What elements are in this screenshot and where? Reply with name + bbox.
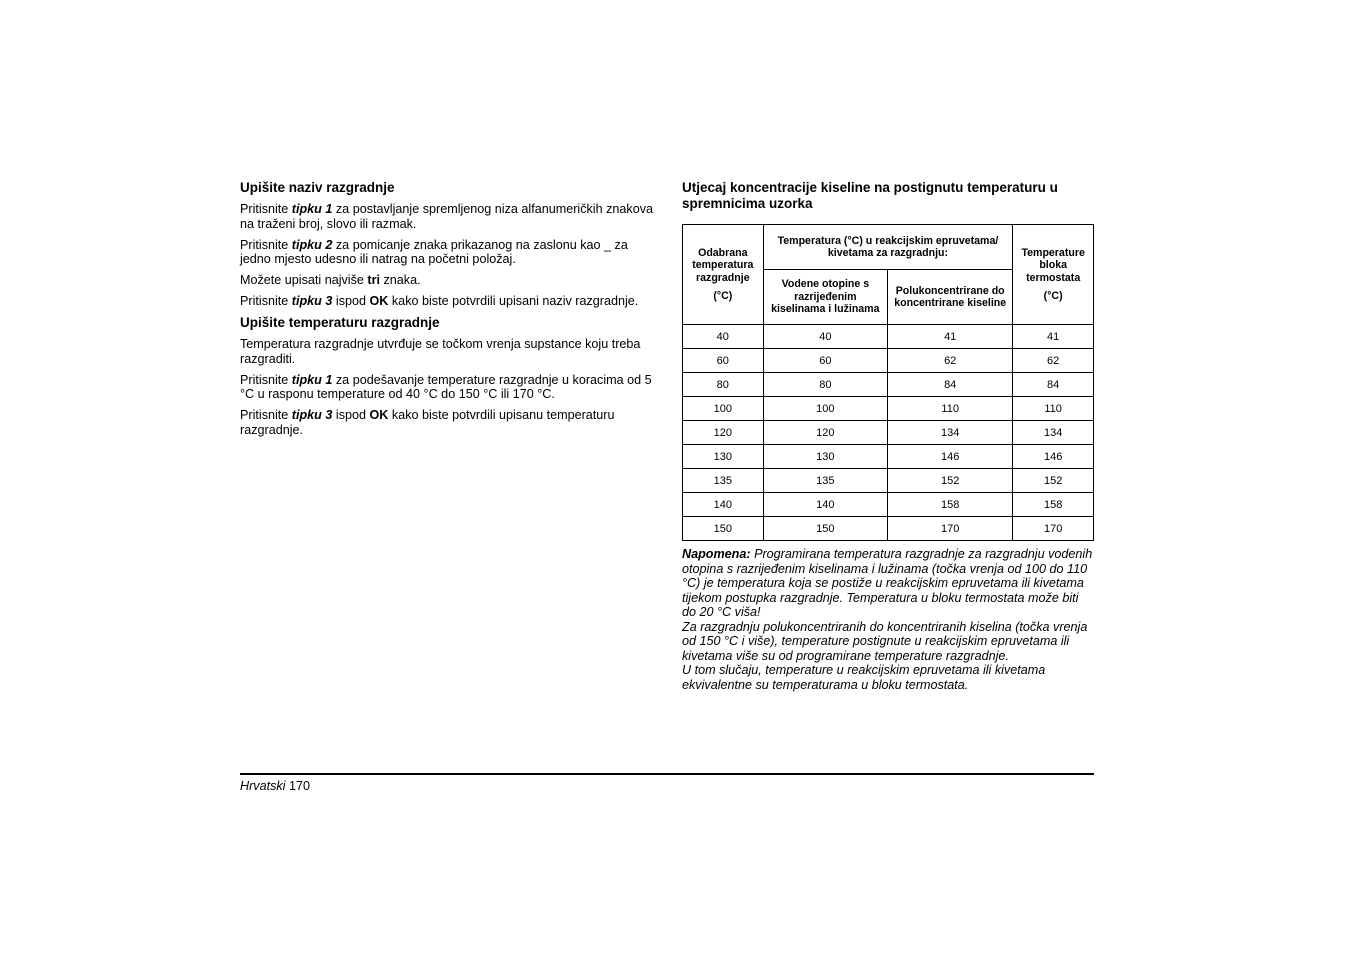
table-cell: 134: [888, 421, 1013, 445]
section-title-name: Upišite naziv razgradnje: [240, 180, 395, 195]
table-row: [683, 349, 1094, 373]
table-cell: 80: [683, 373, 764, 397]
header-selected-temperature: [683, 225, 764, 325]
table-cell: 80: [763, 373, 887, 397]
table-row: [683, 445, 1094, 469]
text: za podešavanje temperature razgradnje u koracima od 5 °C u rasponu temperature od 40 °C do 150 °C ili 170 °C.: [240, 372, 652, 401]
table-cell: 158: [888, 493, 1013, 517]
text: kako biste potvrdili upisani naziv razgradnje.: [388, 294, 639, 308]
table-cell: 135: [763, 469, 887, 493]
table-body: [683, 325, 1094, 541]
temperature-table: [682, 224, 1094, 541]
text: ispod: [332, 294, 370, 308]
right-column: [682, 180, 1094, 692]
table-cell: 140: [683, 493, 764, 517]
table-cell: 152: [1013, 469, 1094, 493]
paragraph-key1-name: [240, 202, 655, 231]
table-cell: 170: [888, 517, 1013, 541]
table-row: [683, 421, 1094, 445]
table-cell: 146: [888, 445, 1013, 469]
table-cell: 140: [763, 493, 887, 517]
key-label: tipku 1: [291, 372, 333, 387]
table-cell: 152: [888, 469, 1013, 493]
table-cell: 150: [763, 517, 887, 541]
table-cell: 62: [888, 349, 1013, 373]
header-text: Temperature bloka termostata: [1021, 246, 1085, 284]
table-cell: 134: [1013, 421, 1094, 445]
table-cell: 130: [763, 445, 887, 469]
table-row: [683, 325, 1094, 349]
key-label: tipku 3: [291, 294, 333, 308]
note-paragraph: Za razgradnju polukoncentriranih do koncentriranih kiselina (točka vrenja od 150 °C i više), temperature postignute u reakcijskim epruvetama ili kivetama više su od programirane temperature razgradnje.: [682, 619, 1088, 663]
table-cell: 150: [683, 517, 764, 541]
header-unit: (°C): [713, 290, 733, 302]
text: za postavljanje spremljenog niza alfanumeričkih znakova na traženi broj, slovo ili razmak.: [240, 202, 654, 231]
paragraph-temperature-intro: Temperatura razgradnje utvrđuje se točkom vrenja supstance koju treba razgraditi.: [240, 337, 641, 366]
text: Pritisnite: [240, 408, 292, 422]
table-cell: 41: [1013, 325, 1094, 349]
note-label: Napomena:: [682, 547, 751, 561]
table-cell: 110: [1013, 397, 1094, 421]
ok-label: OK: [369, 408, 389, 422]
text: Pritisnite: [240, 294, 292, 308]
table-row: [683, 373, 1094, 397]
text: kako biste potvrdili upisanu temperaturu razgradnje.: [240, 408, 615, 437]
table-row: [683, 469, 1094, 493]
text: Možete upisati najviše: [240, 273, 368, 287]
text: Pritisnite: [240, 202, 292, 216]
table-row: [683, 397, 1094, 421]
paragraph-key3-temperature: [240, 408, 655, 437]
header-text: Odabrana temperatura razgradnje: [692, 246, 754, 284]
table-cell: 100: [683, 397, 764, 421]
text: znaka.: [380, 273, 421, 287]
table-cell: 84: [1013, 373, 1094, 397]
key-label: tipku 2: [291, 237, 333, 252]
paragraph-key2-name: [240, 238, 655, 267]
key-label: tipku 3: [291, 408, 333, 422]
key-label: tipku 1: [291, 202, 333, 216]
table-cell: 135: [683, 469, 764, 493]
table-cell: 40: [763, 325, 887, 349]
bold-word: tri: [367, 273, 380, 287]
table-cell: 62: [1013, 349, 1094, 373]
header-tube-temperature-group: Temperatura (°C) u reakcijskim epruvetama/ kivetama za razgradnju:: [763, 225, 1013, 270]
note-paragraph: U tom slučaju, temperature u reakcijskim epruvetama ili kivetama ekvivalentne su temperaturama u bloku termostata.: [682, 663, 1046, 692]
paragraph-max-chars: [240, 273, 655, 288]
table-cell: 158: [1013, 493, 1094, 517]
text: Pritisnite: [240, 372, 292, 387]
section-title-temperature: Upišite temperaturu razgradnje: [240, 315, 440, 330]
table-row: [683, 517, 1094, 541]
footer-language: Hrvatski: [240, 779, 286, 793]
left-column: [240, 180, 655, 444]
header-unit: (°C): [1043, 290, 1063, 302]
footer: [240, 779, 310, 793]
table-title: Utjecaj koncentracije kiseline na postignutu temperaturu u spremnicima uzorka: [682, 180, 1058, 211]
text: za pomicanje znaka prikazanog na zaslonu kao _ za jedno mjesto udesno ili natrag na početni položaj.: [240, 237, 628, 266]
note-paragraph: [682, 547, 1094, 620]
table-cell: 60: [683, 349, 764, 373]
table-cell: 40: [683, 325, 764, 349]
table-cell: 120: [683, 421, 764, 445]
header-concentrated-acids: Polukoncentrirane do koncentrirane kiseline: [888, 270, 1013, 325]
table-cell: 170: [1013, 517, 1094, 541]
text: ispod: [332, 408, 370, 422]
table-cell: 60: [763, 349, 887, 373]
paragraph-key3-name: [240, 294, 655, 309]
table-cell: 41: [888, 325, 1013, 349]
note-text: Programirana temperatura razgradnje za razgradnju vodenih otopina s razrijeđenim kiselinama i lužinama (točka vrenja od 100 do 110 °C) je temperatura koja se postiže u reakcijskim epruvetama ili kivetama tijekom postupka razgradnje. Temperatura u bloku termostata može biti do 20 °C viša!: [682, 547, 1093, 619]
header-thermostat-temperature: [1013, 225, 1094, 325]
text: Pritisnite: [240, 237, 292, 252]
table-cell: 120: [763, 421, 887, 445]
table-cell: 84: [888, 373, 1013, 397]
table-cell: 110: [888, 397, 1013, 421]
page-number: 170: [288, 779, 310, 793]
footer-divider: [240, 773, 1094, 775]
table-cell: 146: [1013, 445, 1094, 469]
note: [682, 547, 1094, 692]
table-row: [683, 493, 1094, 517]
table-cell: 130: [683, 445, 764, 469]
table-cell: 100: [763, 397, 887, 421]
ok-label: OK: [369, 294, 389, 308]
header-aqueous-solutions: Vodene otopine s razrijeđenim kiselinama i lužinama: [763, 270, 887, 325]
paragraph-key1-temperature: [240, 373, 655, 402]
